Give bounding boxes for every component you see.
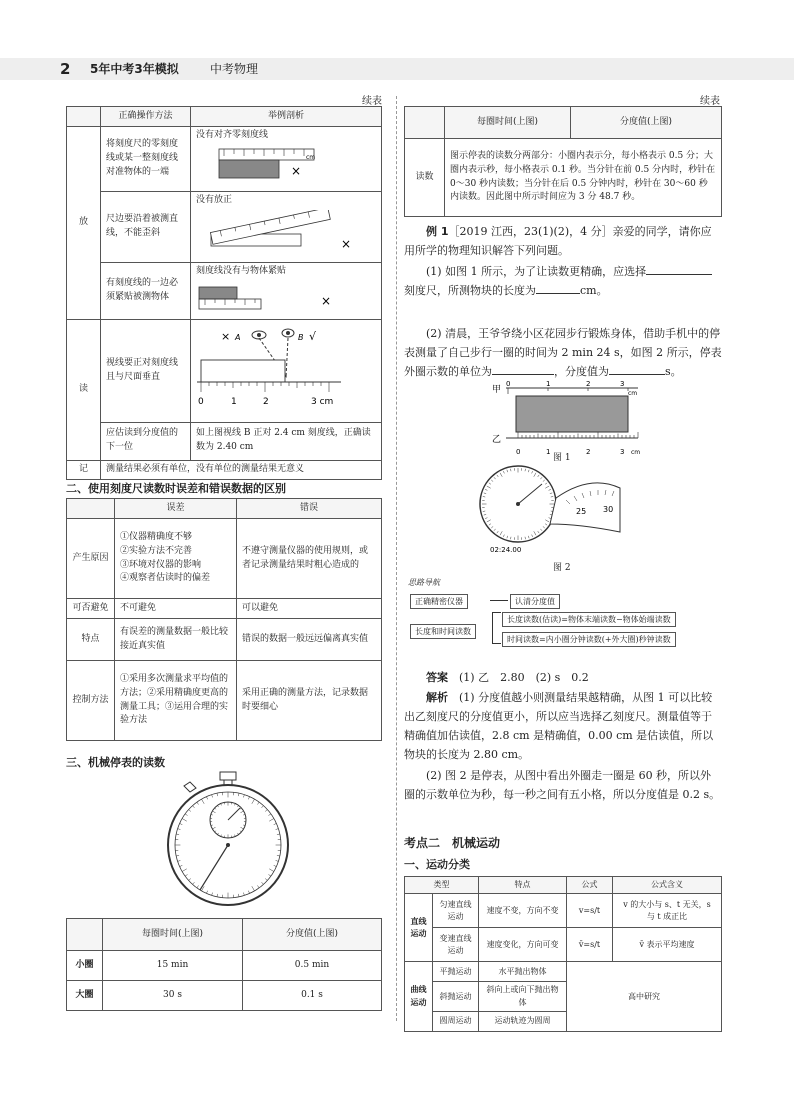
header-error: 误差 [115,499,237,519]
svg-text:1: 1 [546,448,551,456]
answer-blank[interactable] [536,293,580,294]
answer-blank[interactable] [609,374,665,375]
thinking-node: 认清分度值 [510,594,560,609]
straight-label: 直线运动 [405,894,433,962]
svg-text:02:24.00: 02:24.00 [490,546,522,554]
answer-blank[interactable] [492,374,554,375]
method-text: 将刻度尺的零刻度线或某一整刻度线对准物体的一端 [101,127,191,192]
figure-2-stopwatch [470,462,650,557]
svg-text:3: 3 [620,380,625,388]
method-text: 尺边要沿着被测直线，不能歪斜 [101,191,191,262]
thinking-node: 长度读数(估读)=物体末端读数−物体始端读数 [502,612,676,627]
motion-section-title: 一、运动分类 [404,858,470,871]
svg-text:25: 25 [576,507,587,516]
svg-text:A: A [235,332,241,342]
operation-table [66,106,382,480]
ruler-gap-figure [191,281,381,313]
analysis-p2: (2) 图 2 是停表，从图中看出外圈走一圈是 60 秒，所以外圈的示数单位为秒，每一秒之间有五小格，所以分度值是 0.2 s。 [404,769,721,801]
mechanical-stopwatch-figure [150,770,310,910]
svg-text:乙: 乙 [492,435,502,445]
row-label: 小圈 [67,951,103,981]
row-label: 读数 [405,139,445,217]
header-division: 分度值(上图) [243,919,382,951]
continued-label: 续表 [362,96,382,107]
figure-1-rulers [488,378,648,458]
stopwatch-reading-table: 每圈时间(上图) 分度值(上图) 读数 图示停表的读数分两部分：小圈内表示分，每小格表示 0.5 分；大圈内表示秒，每小格表示 0.1 秒。当分针在前 0.5 分内时，秒针在 0～30 秒内读数；当分针在后 0.5 分钟内时，秒针在 30～60 秒内读数。因此图中所示时间应为 3 分 48.7 秒。 [404,106,722,217]
method-text: 有刻度线的一边必须紧贴被测物体 [101,262,191,319]
svg-text:×: × [341,236,352,251]
svg-text:2: 2 [263,396,269,407]
figure-2-caption: 图 2 [553,563,571,573]
group-ji: 记 [67,460,101,479]
svg-text:2: 2 [586,380,591,388]
question-1: (1) 如图 1 所示，为了让读数更精确，应选择刻度尺，所测物块的长度为 cm。 [404,262,722,300]
error-table: 误差 错误 产生原因 ①仪器精确度不够 ②实验方法不完善 ③环境对仪器的影响 ④观察者估读时的偏差 不遵守测量仪器的使用规则，或者记录测量结果时粗心造成的 可否避免 不可避免 可以避免 特点 有误差的测量数据一般比较接近真实值 错误的数据一般远远偏离真实值 控制方法 ①采用多次测量求平均值的方法；②采用精确度更高的测量工具；③运用合理的实验方法 采用正确的测量方法，记录数据时要细心 [66,498,382,741]
svg-text:1: 1 [546,380,551,388]
subject-title: 中考物理 [210,62,259,76]
reading-text: 图示停表的读数分两部分：小圈内表示分，每小格表示 0.5 分；大圈内表示秒，每小格表示 0.1 秒。当分针在前 0.5 分内时，秒针在 0～30 秒内读数；当分针在后 0.5 分钟内时，秒针在 30～60 秒内读数。因此图中所示时间应为 3 分 48.7 秒。 [445,139,722,217]
line-of-sight-figure [191,320,381,416]
method-text: 应估读到分度值的下一位 [101,422,191,460]
header-example: 举例剖析 [191,107,382,127]
svg-text:0: 0 [506,380,511,388]
svg-text:0: 0 [516,448,521,456]
method-text: 测量结果必须有单位，没有单位的测量结果无意义 [101,460,382,479]
section-2-title: 二、使用刻度尺读数时误差和错误数据的区别 [66,482,286,495]
kaodian-title: 考点二 机械运动 [404,836,501,850]
svg-text:0: 0 [198,396,204,407]
svg-text:3 cm: 3 cm [311,396,334,407]
header-method: 正确操作方法 [101,107,191,127]
svg-text:1: 1 [231,396,237,407]
thinking-node: 时间读数=内小圈分钟读数(+外大圈)秒钟读数 [502,632,676,647]
svg-text:cm: cm [306,153,316,161]
answer: 答案 (1) 乙 2.80 (2) s 0.2 [426,671,589,684]
section-3-title: 三、机械停表的读数 [66,756,165,769]
continued-label: 续表 [700,96,720,107]
example-text: 如上图视线 B 正对 2.4 cm 刻度线，正确读数为 2.40 cm [191,422,382,460]
figure-1-caption: 图 1 [553,453,571,463]
analysis-p1: 解析 (1) 分度值越小则测量结果越精确，从图 1 可以比较出乙刻度尺的分度值更小，所以应当选择乙刻度尺。测量值等于精确值加估读值，2.8 cm 是精确值，0.00 cm 是估读值，所以物块的长度为 2.80 cm。 [404,691,714,761]
header-time: 每圈时间(上图) [103,919,243,951]
svg-text:3: 3 [620,448,625,456]
example-text: 没有放正 [196,194,233,205]
header-mistake: 错误 [237,499,382,519]
example-1-stem: 例 1［2019 江西，23(1)(2)，4 分］亲爱的同学，请你应用所学的物理知识解答下列问题。 [404,225,712,257]
example-text: 刻度线没有与物体紧贴 [196,265,287,276]
page-number: 2 [60,60,71,78]
question-2: (2) 清晨，王爷爷绕小区花园步行锻炼身体，借助手机中的停表测量了自己步行一圈的时间为 2 min 24 s，如图 2 所示，停表外圈示数的单位为 ，分度值为 s。 [404,327,722,378]
stopwatch-table: 每圈时间(上图) 分度值(上图) 小圈 15 min 0.5 min 大圈 30 s 0.1 s [66,918,382,1011]
thinking-node: 正确精密仪器 [410,594,468,609]
group-fang: 放 [67,127,101,320]
svg-text:30: 30 [603,505,614,514]
thinking-title: 思路导航 [404,576,444,589]
svg-text:甲: 甲 [492,385,502,395]
bracket [492,612,501,644]
row-label: 特点 [67,619,115,661]
thinking-node: 长度和时间读数 [410,624,476,639]
svg-text:×: × [291,163,302,178]
book-title: 5年中考3年模拟 [90,62,179,76]
ruler-tilted-figure [191,210,381,256]
answer-blank[interactable] [646,274,712,275]
ruler-misaligned-figure [191,145,381,185]
svg-text:2: 2 [586,448,591,456]
svg-text:B: B [298,332,304,342]
svg-text:√: √ [309,329,317,343]
example-text: 没有对齐零刻度线 [196,130,269,140]
motion-table: 类型 特点 公式 公式含义 直线运动 匀速直线运动 速度不变，方向不变 v=s/t v 的大小与 s、t 无关，s 与 t 成正比 变速直线运动 速度变化，方向可变 v̄=s/t v̄ 表示平均速度 曲线运动 平抛运动 水平抛出物体 高中研究 斜抛运动 斜向上或向下抛出物体 圆周运动 运动轨迹为圆周 [404,876,722,1032]
svg-text:×: × [321,293,332,308]
arrow [490,600,508,601]
high-school-note: 高中研究 [567,962,722,1032]
row-label: 控制方法 [67,661,115,741]
column-divider [396,96,397,1021]
curve-label: 曲线运动 [405,962,433,1032]
svg-text:cm: cm [628,390,638,397]
row-label: 产生原因 [67,519,115,599]
row-label: 可否避免 [67,599,115,619]
row-label: 大圈 [67,981,103,1011]
svg-text:×: × [221,329,231,343]
group-du: 读 [67,319,101,460]
svg-text:cm: cm [631,449,641,456]
method-text: 视线要正对刻度线且与尺面垂直 [101,319,191,422]
